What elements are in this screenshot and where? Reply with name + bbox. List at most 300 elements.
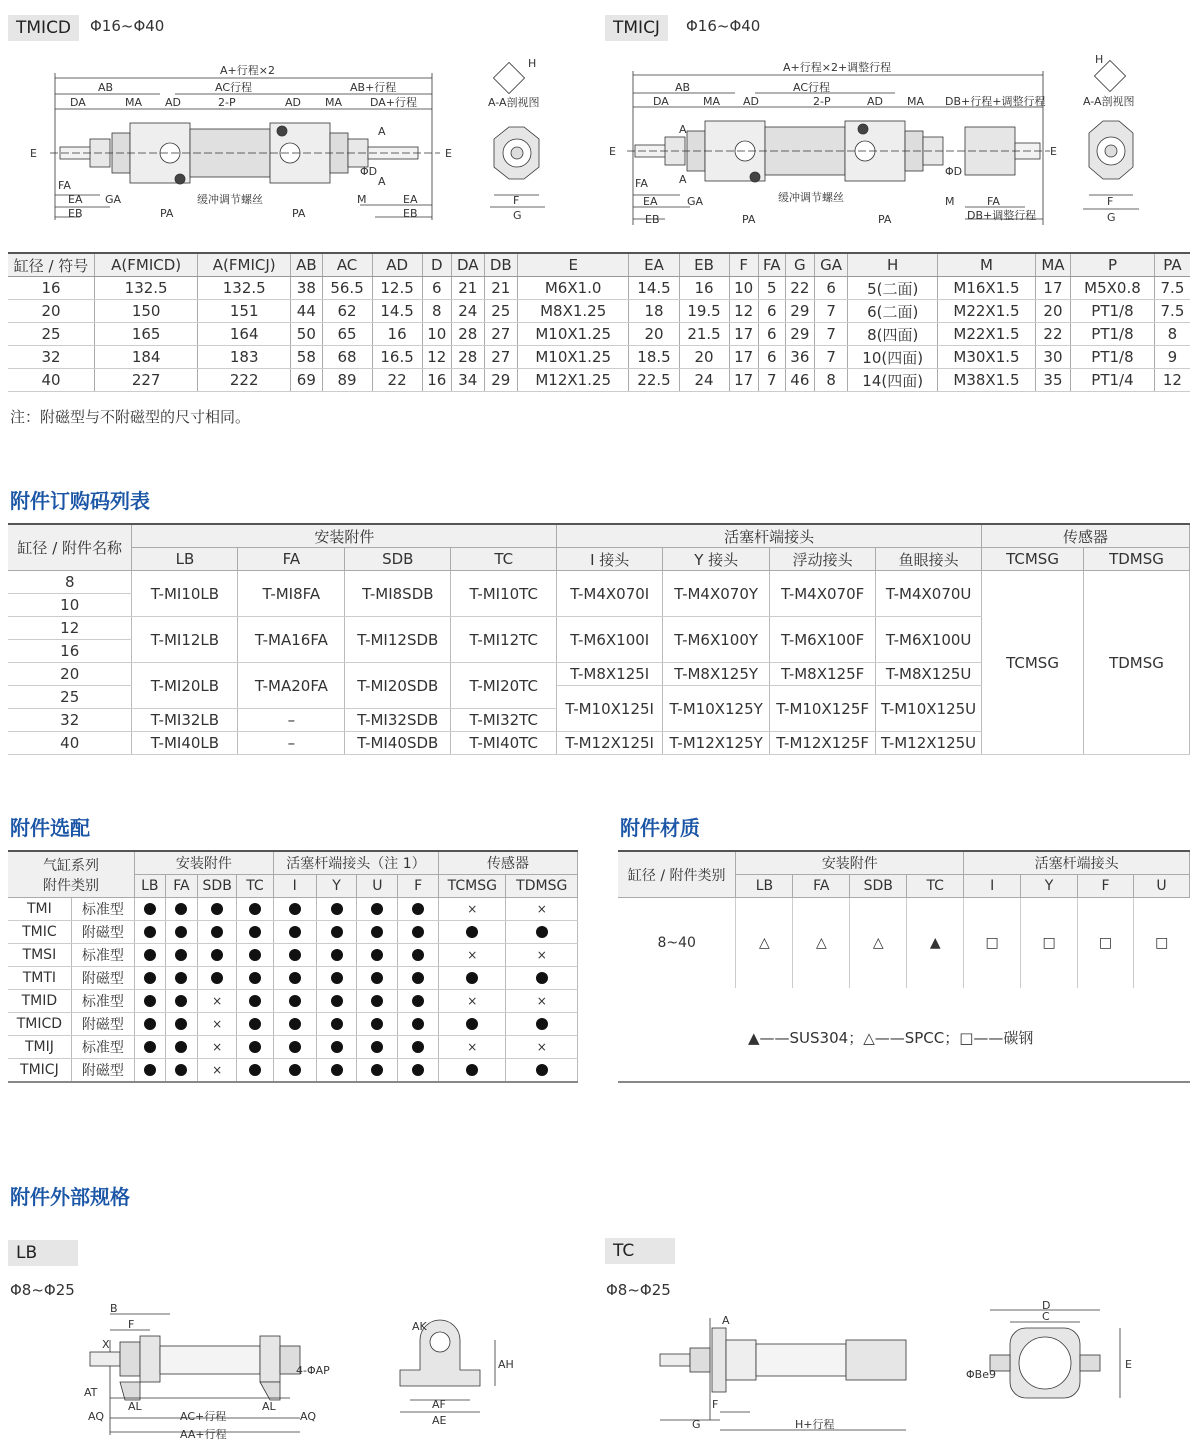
- dims-row: [8, 323, 1190, 346]
- available-cell: [237, 1013, 274, 1036]
- dims-cell: 38: [291, 277, 322, 300]
- dims-header: A(FMICJ): [198, 253, 291, 277]
- available-dot-icon: [466, 1018, 478, 1030]
- code-cell: T-M4X070I: [557, 571, 663, 617]
- select-corner: [8, 851, 135, 898]
- dims-cell: 8: [1154, 323, 1190, 346]
- available-cell: [198, 967, 237, 990]
- dims-cell: 8: [422, 300, 451, 323]
- available-cell: [135, 1013, 166, 1036]
- available-cell: [398, 921, 439, 944]
- available-cell: [273, 990, 316, 1013]
- available-cell: [165, 967, 198, 990]
- svg-text:E: E: [1050, 145, 1057, 158]
- ext-section-title: 附件外部规格: [10, 1185, 130, 1209]
- series-type: 标准型: [71, 898, 134, 921]
- material-col: F: [1078, 875, 1134, 898]
- order-section-title: 附件订购码列表: [10, 489, 150, 513]
- available-dot-icon: [466, 972, 478, 984]
- order-col: 浮动接头: [770, 548, 876, 571]
- available-cell: [506, 1013, 578, 1036]
- dims-cell: 30: [1035, 346, 1070, 369]
- dims-cell: 9: [1154, 346, 1190, 369]
- series-name: TMID: [8, 990, 71, 1013]
- model-tag-tmicj: TMICJ: [605, 15, 668, 41]
- dims-cell: 21.5: [679, 323, 729, 346]
- code-cell: T-M6X100I: [557, 617, 663, 663]
- svg-text:AD: AD: [285, 96, 301, 109]
- available-dot-icon: [175, 926, 187, 938]
- dims-cell: PT1/4: [1071, 369, 1155, 392]
- dims-cell: 14.5: [629, 277, 679, 300]
- code-cell: T-MI10LB: [132, 571, 238, 617]
- dims-cell: 89: [322, 369, 372, 392]
- dims-cell: 22.5: [629, 369, 679, 392]
- dims-cell: 14.5: [372, 300, 422, 323]
- unavailable-mark: ×: [467, 948, 478, 962]
- svg-text:A+行程×2: A+行程×2: [220, 64, 275, 77]
- available-cell: [316, 1059, 357, 1083]
- dims-cell: 5(二面): [848, 277, 938, 300]
- svg-text:H: H: [528, 57, 537, 70]
- selection-row: [8, 967, 578, 990]
- svg-text:AC行程: AC行程: [793, 81, 831, 94]
- code-cell: T-M12X125I: [557, 732, 663, 755]
- available-cell: [273, 967, 316, 990]
- order-col: SDB: [345, 548, 451, 571]
- dims-row: [8, 346, 1190, 369]
- selection-body: [8, 898, 578, 1083]
- material-bottom-rule: [618, 1081, 1190, 1083]
- svg-text:AB: AB: [675, 81, 691, 94]
- svg-text:DA+行程: DA+行程: [370, 96, 418, 109]
- available-cell: [506, 1059, 578, 1083]
- bore-cell: 8: [8, 571, 132, 594]
- svg-text:E: E: [445, 147, 452, 160]
- svg-text:D: D: [1042, 1300, 1051, 1312]
- available-dot-icon: [144, 903, 156, 915]
- available-cell: [398, 944, 439, 967]
- code-cell: T-MA20FA: [238, 663, 345, 709]
- order-col: LB: [132, 548, 238, 571]
- series-name: TMI: [8, 898, 71, 921]
- svg-text:A: A: [679, 123, 687, 136]
- available-dot-icon: [289, 1041, 301, 1053]
- dims-header: MA: [1035, 253, 1070, 277]
- available-cell: [316, 990, 357, 1013]
- material-table: [618, 850, 1190, 988]
- svg-text:MA: MA: [703, 95, 721, 108]
- available-dot-icon: [175, 995, 187, 1007]
- available-cell: [398, 1036, 439, 1059]
- selection-row: [8, 990, 578, 1013]
- svg-text:ΦD: ΦD: [945, 165, 963, 178]
- svg-text:4-ΦAP: 4-ΦAP: [296, 1364, 330, 1377]
- dims-cell: 6: [814, 277, 847, 300]
- svg-text:M: M: [945, 195, 955, 208]
- dims-cell: 20: [1035, 300, 1070, 323]
- dims-cell: 17: [729, 323, 758, 346]
- available-dot-icon: [331, 949, 343, 961]
- available-cell: [135, 921, 166, 944]
- dims-cell: 18.5: [629, 346, 679, 369]
- available-cell: [198, 921, 237, 944]
- unavailable-cell: [198, 990, 237, 1013]
- available-cell: [135, 967, 166, 990]
- dims-cell: 28: [451, 323, 484, 346]
- series-type: 附磁型: [71, 1059, 134, 1083]
- code-cell: T-M4X070U: [876, 571, 982, 617]
- dims-header: P: [1071, 253, 1155, 277]
- available-dot-icon: [144, 949, 156, 961]
- dims-cell: 18: [629, 300, 679, 323]
- available-cell: [135, 944, 166, 967]
- svg-text:X: X: [102, 1338, 110, 1351]
- dims-cell: 151: [198, 300, 291, 323]
- dims-cell: 17: [729, 369, 758, 392]
- svg-text:PA: PA: [878, 213, 892, 226]
- dims-cell: 6(二面): [848, 300, 938, 323]
- bore-cell: 25: [8, 686, 132, 709]
- available-dot-icon: [412, 1018, 424, 1030]
- dims-cell: 10: [729, 277, 758, 300]
- dims-cell: M22X1.5: [938, 323, 1036, 346]
- dims-cell: 7.5: [1154, 277, 1190, 300]
- dims-body: [8, 277, 1190, 392]
- available-dot-icon: [371, 995, 383, 1007]
- material-legend: ▲——SUS304；△——SPCC；□——碳钢: [748, 1029, 1034, 1047]
- material-mark: △: [850, 898, 907, 989]
- svg-text:AC行程: AC行程: [215, 81, 253, 94]
- code-cell: T-M8X125I: [557, 663, 663, 686]
- dims-cell: 24: [679, 369, 729, 392]
- material-mark: □: [1155, 935, 1169, 951]
- model-range-right: Φ16~Φ40: [686, 17, 761, 35]
- dims-cell: 6: [758, 300, 785, 323]
- available-dot-icon: [249, 926, 261, 938]
- series-name: TMIC: [8, 921, 71, 944]
- dims-cell: 27: [484, 346, 517, 369]
- series-type: 附磁型: [71, 1013, 134, 1036]
- available-cell: [273, 1013, 316, 1036]
- svg-text:GA: GA: [105, 193, 122, 206]
- available-dot-icon: [412, 972, 424, 984]
- available-dot-icon: [371, 949, 383, 961]
- dims-cell: 222: [198, 369, 291, 392]
- available-dot-icon: [249, 1018, 261, 1030]
- tmicj-drawing: [605, 55, 1190, 245]
- order-col: TCMSG: [982, 548, 1084, 571]
- available-cell: [165, 1036, 198, 1059]
- code-cell: T-MA16FA: [238, 617, 345, 663]
- series-name: TMIJ: [8, 1036, 71, 1059]
- svg-text:2-P: 2-P: [813, 95, 831, 108]
- dims-row: [8, 369, 1190, 392]
- dims-cell: 29: [484, 369, 517, 392]
- code-cell: T-M6X100F: [770, 617, 876, 663]
- code-cell: T-MI32TC: [451, 709, 557, 732]
- dims-header: AB: [291, 253, 322, 277]
- svg-text:缓冲调节螺丝: 缓冲调节螺丝: [197, 193, 263, 206]
- unavailable-mark: ×: [536, 1040, 547, 1054]
- available-cell: [273, 1036, 316, 1059]
- unavailable-cell: [439, 898, 506, 921]
- dims-cell: M10X1.25: [517, 323, 629, 346]
- available-dot-icon: [211, 949, 223, 961]
- selection-row: [8, 898, 578, 921]
- available-cell: [439, 1059, 506, 1083]
- svg-text:AE: AE: [432, 1414, 447, 1427]
- dims-cell: 46: [785, 369, 814, 392]
- model-range-left: Φ16~Φ40: [90, 17, 165, 35]
- unavailable-cell: [198, 1013, 237, 1036]
- sensor-cell: TCMSG: [982, 571, 1084, 755]
- available-dot-icon: [412, 949, 424, 961]
- available-dot-icon: [249, 903, 261, 915]
- dims-cell: 25: [484, 300, 517, 323]
- dims-cell: 10: [422, 323, 451, 346]
- dims-cell: 22: [372, 369, 422, 392]
- available-cell: [135, 990, 166, 1013]
- unavailable-cell: [506, 1036, 578, 1059]
- selection-row: [8, 944, 578, 967]
- svg-text:A: A: [679, 173, 687, 186]
- series-type: 标准型: [71, 1036, 134, 1059]
- select-col: LB: [135, 875, 166, 898]
- select-col: TC: [237, 875, 274, 898]
- dims-cell: M16X1.5: [938, 277, 1036, 300]
- available-dot-icon: [466, 1064, 478, 1076]
- available-dot-icon: [331, 972, 343, 984]
- svg-text:AH: AH: [498, 1358, 514, 1371]
- available-cell: [398, 1059, 439, 1083]
- available-dot-icon: [175, 1064, 187, 1076]
- svg-text:AT: AT: [84, 1386, 98, 1399]
- available-cell: [357, 921, 398, 944]
- available-cell: [398, 967, 439, 990]
- svg-text:A-A剖视图: A-A剖视图: [488, 96, 540, 109]
- available-dot-icon: [412, 1041, 424, 1053]
- svg-text:FA: FA: [987, 195, 1000, 208]
- svg-text:AQ: AQ: [88, 1410, 104, 1423]
- dims-header: AC: [322, 253, 372, 277]
- tc-drawing: [650, 1300, 1150, 1445]
- available-dot-icon: [175, 949, 187, 961]
- available-dot-icon: [289, 1064, 301, 1076]
- available-cell: [439, 967, 506, 990]
- order-col: I 接头: [557, 548, 663, 571]
- order-col: 鱼眼接头: [876, 548, 982, 571]
- svg-text:AC+行程: AC+行程: [180, 1410, 227, 1423]
- available-cell: [198, 898, 237, 921]
- code-cell: T-MI32SDB: [345, 709, 451, 732]
- unavailable-cell: [439, 990, 506, 1013]
- available-cell: [135, 1059, 166, 1083]
- material-col: U: [1133, 875, 1189, 898]
- dimensions-table: [8, 252, 1190, 392]
- available-dot-icon: [249, 949, 261, 961]
- svg-text:H+行程: H+行程: [795, 1418, 835, 1431]
- dims-cell: 7: [814, 323, 847, 346]
- order-col: TDMSG: [1084, 548, 1190, 571]
- dims-row: [8, 300, 1190, 323]
- dims-header: FA: [758, 253, 785, 277]
- material-col: TC: [907, 875, 964, 898]
- dims-cell: 20: [8, 300, 95, 323]
- dims-cell: M12X1.25: [517, 369, 629, 392]
- select-col: U: [357, 875, 398, 898]
- available-cell: [198, 944, 237, 967]
- tc-tag: TC: [605, 1238, 675, 1264]
- code-cell: T-M10X125Y: [663, 686, 770, 732]
- code-cell: T-M10X125I: [557, 686, 663, 732]
- available-dot-icon: [371, 972, 383, 984]
- code-cell: T-MI12LB: [132, 617, 238, 663]
- unavailable-mark: ×: [467, 902, 478, 916]
- dims-cell: 16: [679, 277, 729, 300]
- lb-range: Φ8~Φ25: [10, 1281, 75, 1299]
- select-col: FA: [165, 875, 198, 898]
- dims-note: 注：附磁型与不附磁型的尺寸相同。: [10, 408, 251, 426]
- svg-text:M: M: [357, 193, 367, 206]
- dims-cell: 183: [198, 346, 291, 369]
- dims-cell: 24: [451, 300, 484, 323]
- dims-header: D: [422, 253, 451, 277]
- select-col: TDMSG: [506, 875, 578, 898]
- svg-text:EA: EA: [403, 193, 418, 206]
- available-dot-icon: [536, 1064, 548, 1076]
- select-col: TCMSG: [439, 875, 506, 898]
- svg-text:FA: FA: [635, 177, 648, 190]
- available-cell: [398, 1013, 439, 1036]
- dims-cell: 7.5: [1154, 300, 1190, 323]
- svg-text:2-P: 2-P: [218, 96, 236, 109]
- available-dot-icon: [412, 903, 424, 915]
- svg-text:EB: EB: [645, 213, 660, 226]
- code-cell: T-M12X125Y: [663, 732, 770, 755]
- svg-text:PA: PA: [160, 207, 174, 220]
- dims-cell: 65: [322, 323, 372, 346]
- svg-text:A: A: [722, 1314, 730, 1327]
- available-dot-icon: [412, 926, 424, 938]
- available-dot-icon: [466, 926, 478, 938]
- available-dot-icon: [331, 995, 343, 1007]
- available-cell: [357, 1013, 398, 1036]
- svg-text:PA: PA: [292, 207, 306, 220]
- available-dot-icon: [211, 972, 223, 984]
- code-cell: T-MI12TC: [451, 617, 557, 663]
- bore-cell: 40: [8, 732, 132, 755]
- code-cell: T-M10X125U: [876, 686, 982, 732]
- dims-cell: 12: [1154, 369, 1190, 392]
- dims-header: AD: [372, 253, 422, 277]
- dims-cell: 16.5: [372, 346, 422, 369]
- svg-text:MA: MA: [125, 96, 143, 109]
- available-cell: [273, 944, 316, 967]
- dims-header: F: [729, 253, 758, 277]
- available-cell: [398, 990, 439, 1013]
- svg-text:EA: EA: [68, 193, 83, 206]
- lb-drawing: [70, 1300, 550, 1445]
- series-name: TMSI: [8, 944, 71, 967]
- code-cell: T-MI10TC: [451, 571, 557, 617]
- dims-cell: 21: [484, 277, 517, 300]
- material-mark: □: [1078, 898, 1134, 989]
- order-corner: 缸径 / 附件名称: [8, 524, 132, 571]
- dims-cell: M22X1.5: [938, 300, 1036, 323]
- dims-header: DA: [451, 253, 484, 277]
- available-dot-icon: [371, 926, 383, 938]
- svg-text:C: C: [1042, 1310, 1050, 1323]
- svg-text:GA: GA: [687, 195, 704, 208]
- dims-cell: 184: [95, 346, 198, 369]
- material-group-rod: 活塞杆端接头: [964, 851, 1190, 875]
- dims-cell: 44: [291, 300, 322, 323]
- available-cell: [165, 990, 198, 1013]
- code-cell: T-M4X070F: [770, 571, 876, 617]
- bore-cell: 10: [8, 594, 132, 617]
- svg-text:ΦD: ΦD: [360, 165, 378, 178]
- dims-cell: 22: [785, 277, 814, 300]
- dims-cell: 227: [95, 369, 198, 392]
- svg-text:E: E: [1125, 1358, 1132, 1371]
- available-cell: [506, 921, 578, 944]
- dims-cell: 150: [95, 300, 198, 323]
- available-dot-icon: [249, 1064, 261, 1076]
- svg-text:DA: DA: [70, 96, 86, 109]
- available-dot-icon: [211, 926, 223, 938]
- available-cell: [398, 898, 439, 921]
- unavailable-cell: [198, 1036, 237, 1059]
- select-col: I: [273, 875, 316, 898]
- dims-cell: 12: [729, 300, 758, 323]
- available-dot-icon: [289, 903, 301, 915]
- tc-range: Φ8~Φ25: [606, 1281, 671, 1299]
- code-cell: T-MI32LB: [132, 709, 238, 732]
- code-cell: T-MI40SDB: [345, 732, 451, 755]
- order-group-rod: 活塞杆端接头: [557, 524, 982, 548]
- dims-cell: 56.5: [322, 277, 372, 300]
- available-dot-icon: [371, 903, 383, 915]
- unavailable-mark: ×: [212, 1063, 223, 1077]
- material-group-mount: 安装附件: [736, 851, 964, 875]
- available-dot-icon: [144, 1064, 156, 1076]
- available-dot-icon: [371, 1041, 383, 1053]
- material-col: LB: [736, 875, 793, 898]
- available-cell: [237, 967, 274, 990]
- available-cell: [316, 898, 357, 921]
- dims-header: M: [938, 253, 1036, 277]
- svg-text:F: F: [1107, 195, 1114, 208]
- dims-header: DB: [484, 253, 517, 277]
- dims-cell: 58: [291, 346, 322, 369]
- available-dot-icon: [249, 1041, 261, 1053]
- svg-text:AD: AD: [165, 96, 181, 109]
- svg-text:DB+行程+调整行程: DB+行程+调整行程: [945, 95, 1046, 108]
- series-name: TMTI: [8, 967, 71, 990]
- order-col: FA: [238, 548, 345, 571]
- dims-cell: 14(四面): [848, 369, 938, 392]
- series-name: TMICJ: [8, 1059, 71, 1083]
- dims-cell: 132.5: [95, 277, 198, 300]
- available-dot-icon: [331, 1018, 343, 1030]
- dims-cell: 16: [8, 277, 95, 300]
- series-type: 附磁型: [71, 967, 134, 990]
- available-cell: [316, 1036, 357, 1059]
- bore-cell: 20: [8, 663, 132, 686]
- available-cell: [273, 1059, 316, 1083]
- code-cell: T-M10X125F: [770, 686, 876, 732]
